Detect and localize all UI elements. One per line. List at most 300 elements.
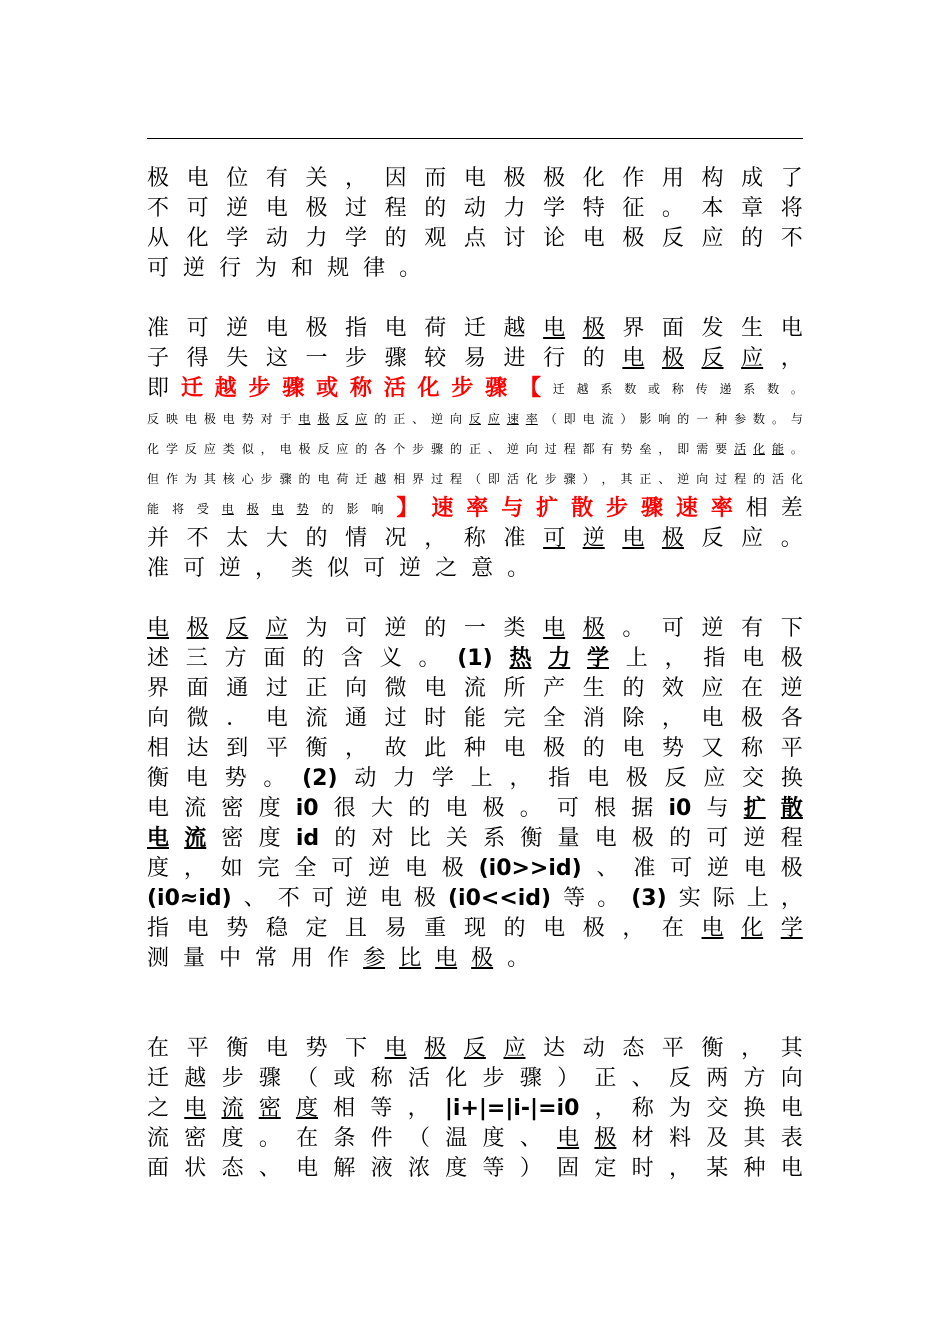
text-char: 极 xyxy=(298,442,311,456)
text-char: 可 xyxy=(147,256,170,281)
text-char: 动 xyxy=(463,196,486,221)
text-char: 响 xyxy=(658,412,671,426)
text-char: 逆 xyxy=(431,412,444,426)
text-char: (i0<<id) xyxy=(448,886,552,911)
text-char: ． xyxy=(226,706,249,731)
text-char: 有 xyxy=(265,166,288,191)
text-char: 电 xyxy=(265,1036,288,1061)
text-char: 且 xyxy=(345,916,368,941)
text-char: 平 xyxy=(186,1036,209,1061)
text-char: 散 xyxy=(571,496,594,521)
text-char: (i0≈id) xyxy=(147,886,232,911)
text-char: 又 xyxy=(701,736,724,761)
text-char: (1) xyxy=(457,646,493,671)
text-char: 含 xyxy=(340,646,363,671)
text-char: 之 xyxy=(147,1096,170,1121)
text-char: 核 xyxy=(222,472,235,486)
text-char: 可 xyxy=(556,796,579,821)
text-char: 和 xyxy=(291,256,314,281)
text-char: 极 xyxy=(471,946,494,971)
text-char: 构 xyxy=(701,166,724,191)
text-char: 情 xyxy=(345,526,368,551)
text-char: 为 xyxy=(305,616,328,641)
text-char: 电 xyxy=(543,616,566,641)
text-char: ， xyxy=(407,1096,430,1121)
text-char: 电 xyxy=(622,526,645,551)
text-char: i0 xyxy=(295,796,319,821)
text-line xyxy=(147,734,803,764)
text-char: 特 xyxy=(582,196,605,221)
text-char: 密 xyxy=(184,1126,207,1151)
text-line xyxy=(147,794,803,824)
text-char: ， xyxy=(424,526,447,551)
text-char: 的 xyxy=(408,796,431,821)
text-char: 即 xyxy=(147,376,170,401)
text-char: 相 xyxy=(333,1096,356,1121)
text-char: 液 xyxy=(370,1156,393,1181)
text-char: 反 xyxy=(184,442,197,456)
text-char: 达 xyxy=(543,1036,566,1061)
text-char: 逆 xyxy=(677,472,690,486)
text-char: 规 xyxy=(327,256,350,281)
text-char: 化 xyxy=(790,472,803,486)
text-char: 。 xyxy=(622,616,645,641)
text-char: 一 xyxy=(696,412,709,426)
text-char: 电 xyxy=(222,412,235,426)
text-char: 越 xyxy=(184,1066,207,1091)
text-line xyxy=(147,524,803,554)
text-char: 可 xyxy=(183,556,206,581)
text-char: ， xyxy=(260,442,273,456)
text-line xyxy=(147,884,803,914)
text-char: 电 xyxy=(265,196,288,221)
text-char: 界 xyxy=(147,676,170,701)
text-char: 平 xyxy=(661,1036,684,1061)
text-char: 都 xyxy=(582,442,595,456)
text-char: 向 xyxy=(147,706,170,731)
text-char: 电 xyxy=(557,1126,580,1151)
text-char: 下 xyxy=(780,616,803,641)
text-char: 活 xyxy=(506,472,519,486)
text-char: 时 xyxy=(424,706,447,731)
text-char: 得 xyxy=(186,346,209,371)
text-char: 交 xyxy=(706,1096,729,1121)
text-char: 称 xyxy=(349,376,372,401)
text-char: 反 xyxy=(701,526,724,551)
text-char: 反 xyxy=(317,442,330,456)
text-char: 扩 xyxy=(536,496,559,521)
text-char: 的 xyxy=(669,826,692,851)
text-char: 了 xyxy=(780,166,803,191)
text-char: 电 xyxy=(743,856,766,881)
text-char: 电 xyxy=(147,796,170,821)
text-char: 生 xyxy=(582,676,605,701)
text-char: 表 xyxy=(780,1126,803,1151)
text-char: 活 xyxy=(407,1066,430,1091)
text-char: 律 xyxy=(363,256,386,281)
text-char: 某 xyxy=(706,1156,729,1181)
text-char: 有 xyxy=(601,442,614,456)
text-char: 密 xyxy=(221,796,244,821)
text-char: 过 xyxy=(544,442,557,456)
text-char: 流 xyxy=(221,1096,244,1121)
text-char: 过 xyxy=(715,472,728,486)
text-char: 准 xyxy=(503,526,526,551)
text-char: （ xyxy=(407,1126,430,1151)
text-char: 极 xyxy=(441,856,464,881)
text-char: ， xyxy=(661,706,684,731)
text-char: 应 xyxy=(265,616,288,641)
text-line xyxy=(147,434,803,464)
text-line xyxy=(147,314,803,344)
text-char: 受 xyxy=(196,502,209,516)
text-char: 比 xyxy=(399,946,422,971)
text-char: 步 xyxy=(544,472,557,486)
text-line xyxy=(147,824,803,854)
text-char: 迁 xyxy=(463,316,486,341)
text-char: 相 xyxy=(745,496,768,521)
text-char: 差 xyxy=(780,496,803,521)
text-char: 垒 xyxy=(639,442,652,456)
text-line xyxy=(147,1124,803,1154)
text-char: 定 xyxy=(305,916,328,941)
text-char: 电 xyxy=(543,316,566,341)
text-char: 化 xyxy=(741,916,764,941)
text-char: 电 xyxy=(185,766,208,791)
text-char: 向 xyxy=(696,472,709,486)
text-char: 在 xyxy=(661,916,684,941)
text-char: 相 xyxy=(147,736,170,761)
text-char: 反 xyxy=(701,346,724,371)
text-char: 逆 xyxy=(368,856,391,881)
text-char: 衡 xyxy=(701,1036,724,1061)
text-char: 太 xyxy=(226,526,249,551)
text-char: 微 xyxy=(384,676,407,701)
text-char: 的 xyxy=(305,526,328,551)
text-char: 通 xyxy=(345,706,368,731)
text-char: （ xyxy=(468,472,481,486)
text-char: 电 xyxy=(503,736,526,761)
text-char: 极 xyxy=(594,1126,617,1151)
text-char: 量 xyxy=(183,946,206,971)
text-char: 等 xyxy=(370,1096,393,1121)
text-char: 等 xyxy=(482,1156,505,1181)
text-line xyxy=(147,1154,803,1184)
text-char: 步 xyxy=(412,442,425,456)
text-char: 关 xyxy=(445,826,468,851)
text-char: 但 xyxy=(147,472,160,486)
text-char: 、 xyxy=(596,856,619,881)
text-char: 越 xyxy=(374,472,387,486)
text-char: 义 xyxy=(379,646,402,671)
text-char: 极 xyxy=(305,196,328,221)
text-char: 极 xyxy=(482,796,505,821)
text-char: 据 xyxy=(631,796,654,821)
text-char: 程 xyxy=(780,826,803,851)
text-char: 电 xyxy=(296,1156,319,1181)
text-char: 与 xyxy=(706,796,729,821)
text-char: 应 xyxy=(701,226,724,251)
text-char: 很 xyxy=(333,796,356,821)
text-char: 在 xyxy=(741,676,764,701)
text-char: 步 xyxy=(451,376,474,401)
text-char: 、 xyxy=(412,412,425,426)
text-char: 流 xyxy=(147,1126,170,1151)
text-char: 指 xyxy=(703,646,726,671)
text-char: 逆 xyxy=(743,826,766,851)
text-line xyxy=(147,674,803,704)
text-char: 势 xyxy=(620,442,633,456)
text-char: 极 xyxy=(317,412,330,426)
text-char: 其 xyxy=(743,1126,766,1151)
text-char: 种 xyxy=(715,412,728,426)
text-char: 逆 xyxy=(345,886,368,911)
text-char: 方 xyxy=(224,646,247,671)
text-char: 此 xyxy=(424,736,447,761)
text-char: 电 xyxy=(424,676,447,701)
text-char: 反 xyxy=(226,616,249,641)
text-char: 力 xyxy=(393,766,416,791)
text-char: ） xyxy=(582,472,595,486)
text-char: 指 xyxy=(548,766,571,791)
text-char: 所 xyxy=(503,676,526,701)
text-char: 反 xyxy=(668,1066,691,1091)
text-char: 一 xyxy=(305,346,328,371)
text-char: 电 xyxy=(435,946,458,971)
text-char: 化 xyxy=(753,442,766,456)
text-char: 微 xyxy=(186,706,209,731)
text-char: 骤 xyxy=(384,346,407,371)
text-char: 逆 xyxy=(384,616,407,641)
text-char: 流 xyxy=(184,796,207,821)
text-char: ， xyxy=(183,856,206,881)
text-char: 参 xyxy=(734,412,747,426)
text-char: 反 xyxy=(147,412,160,426)
text-char: 学 xyxy=(226,226,249,251)
text-char: 产 xyxy=(543,676,566,701)
text-char: id xyxy=(295,826,320,851)
text-char: 比 xyxy=(408,826,431,851)
text-char: 生 xyxy=(741,316,764,341)
text-char: 换 xyxy=(780,766,803,791)
text-char: 称 xyxy=(741,736,764,761)
text-char: 易 xyxy=(463,346,486,371)
text-char: 密 xyxy=(258,1096,281,1121)
text-char: 步 xyxy=(260,472,273,486)
text-char: 重 xyxy=(424,916,447,941)
text-char: 率 xyxy=(710,496,733,521)
text-char: 化 xyxy=(582,166,605,191)
text-char: 逆 xyxy=(226,196,249,221)
text-char: 逆 xyxy=(226,316,249,341)
text-char: 过 xyxy=(265,676,288,701)
text-char: 的 xyxy=(321,502,334,516)
text-char: 、 xyxy=(658,472,671,486)
text-char: 极 xyxy=(503,166,526,191)
text-char: ， xyxy=(658,442,671,456)
text-char: 实 xyxy=(678,886,701,911)
text-char: 电 xyxy=(265,706,288,731)
text-char: 迁 xyxy=(180,376,203,401)
text-char: 影 xyxy=(639,412,652,426)
text-char: 或 xyxy=(316,376,339,401)
text-char: 为 xyxy=(669,1096,692,1121)
text-char: 电 xyxy=(463,166,486,191)
text-char: 中 xyxy=(219,946,242,971)
text-char: 的 xyxy=(753,472,766,486)
text-char: 时 xyxy=(631,1156,654,1181)
text-char: （ xyxy=(544,412,557,426)
text-char: 电 xyxy=(279,442,292,456)
text-char: 反 xyxy=(664,766,687,791)
text-char: 极 xyxy=(582,616,605,641)
text-char: 即 xyxy=(563,412,576,426)
text-char: 不 xyxy=(277,886,300,911)
text-char: 迁 xyxy=(552,382,565,396)
text-char: 件 xyxy=(370,1126,393,1151)
header-rule xyxy=(147,138,803,139)
text-char: 反 xyxy=(661,226,684,251)
text-char: 子 xyxy=(147,346,170,371)
text-char: 。 xyxy=(258,1126,281,1151)
text-char: 界 xyxy=(412,472,425,486)
text-char: 能 xyxy=(771,442,784,456)
text-char: 势 xyxy=(661,736,684,761)
text-char: 征 xyxy=(622,196,645,221)
text-char: 根 xyxy=(594,796,617,821)
text-char: 心 xyxy=(241,472,254,486)
text-char: 步 xyxy=(606,496,629,521)
text-char: 上 xyxy=(746,886,769,911)
text-char: 衡 xyxy=(147,766,170,791)
text-char: 常 xyxy=(255,946,278,971)
text-char: 、 xyxy=(243,886,266,911)
text-char: 流 xyxy=(305,706,328,731)
text-char: 观 xyxy=(424,226,447,251)
text-char: ， xyxy=(780,346,803,371)
text-char: 作 xyxy=(165,472,178,486)
text-char: 学 xyxy=(431,766,454,791)
text-char: 衡 xyxy=(520,826,543,851)
text-char: 指 xyxy=(147,916,170,941)
text-char: 各 xyxy=(780,706,803,731)
text-line xyxy=(147,464,803,494)
text-char: 逆 xyxy=(707,856,730,881)
text-char: 的 xyxy=(503,916,526,941)
text-char: 的 xyxy=(334,826,357,851)
text-char: 极 xyxy=(625,766,648,791)
text-char: 逆 xyxy=(780,676,803,701)
text-char: 越 xyxy=(214,376,237,401)
text-char: 向 xyxy=(450,412,463,426)
text-char: 逆 xyxy=(183,256,206,281)
text-char: 应 xyxy=(355,412,368,426)
text-char: 称 xyxy=(671,382,684,396)
text-line xyxy=(147,494,803,524)
text-char: 解 xyxy=(333,1156,356,1181)
text-char: 要 xyxy=(715,442,728,456)
text-char: 荷 xyxy=(336,472,349,486)
text-char: 速 xyxy=(675,496,698,521)
text-char: ， xyxy=(664,646,687,671)
text-char: 正 xyxy=(639,472,652,486)
text-char: 步 xyxy=(248,376,271,401)
text-char: 骤 xyxy=(282,376,305,401)
text-char: 与 xyxy=(790,412,803,426)
text-char: ， xyxy=(594,1096,617,1121)
text-char: 活 xyxy=(734,442,747,456)
text-char: 温 xyxy=(445,1126,468,1151)
text-char: 过 xyxy=(431,472,444,486)
text-char: 际 xyxy=(712,886,735,911)
text-char: 可 xyxy=(670,856,693,881)
text-char: 用 xyxy=(291,946,314,971)
text-char: 全 xyxy=(543,706,566,731)
text-char: 迁 xyxy=(147,1066,170,1091)
text-char: 。 xyxy=(790,442,803,456)
text-char: 电 xyxy=(622,346,645,371)
text-char: 流 xyxy=(601,412,614,426)
text-char: 的 xyxy=(582,346,605,371)
text-char: 数 xyxy=(753,412,766,426)
text-char: 动 xyxy=(354,766,377,791)
text-char: 述 xyxy=(147,646,170,671)
text-char: 面 xyxy=(263,646,286,671)
text-char: 行 xyxy=(543,346,566,371)
text-char: 极 xyxy=(147,166,170,191)
text-char: 其 xyxy=(780,1036,803,1061)
text-char: 电 xyxy=(742,646,765,671)
text-char: 扩 xyxy=(743,796,766,821)
text-char: 作 xyxy=(622,166,645,191)
text-char: 电 xyxy=(701,916,724,941)
text-char: 的 xyxy=(741,226,764,251)
text-char: 等 xyxy=(563,886,586,911)
text-char: 可 xyxy=(186,196,209,221)
text-line xyxy=(147,614,803,644)
text-char: 称 xyxy=(631,1096,654,1121)
text-char: 交 xyxy=(742,766,765,791)
text-char: 极 xyxy=(780,856,803,881)
text-char: 应 xyxy=(336,442,349,456)
text-char: 响 xyxy=(371,502,384,516)
text-char: 各 xyxy=(374,442,387,456)
text-char: 指 xyxy=(345,316,368,341)
text-char: 电 xyxy=(587,766,610,791)
text-char: 能 xyxy=(463,706,486,731)
text-char: 度 xyxy=(445,1156,468,1181)
text-char: 的 xyxy=(622,676,645,701)
text-char: 固 xyxy=(557,1156,580,1181)
text-char: 准 xyxy=(147,556,170,581)
text-char: 及 xyxy=(706,1126,729,1151)
text-char: 可 xyxy=(186,316,209,341)
text-char: 衡 xyxy=(226,1036,249,1061)
text-char: 大 xyxy=(370,796,393,821)
text-char: 效 xyxy=(661,676,684,701)
text-char: 率 xyxy=(525,412,538,426)
text-char: 不 xyxy=(147,196,170,221)
text-char: 电 xyxy=(265,316,288,341)
text-char: 将 xyxy=(780,196,803,221)
text-char: 为 xyxy=(255,256,278,281)
text-char: 热 xyxy=(509,646,532,671)
text-line xyxy=(147,374,803,404)
text-char: 电 xyxy=(147,616,170,641)
text-char: 极 xyxy=(305,316,328,341)
text-char: 电 xyxy=(404,856,427,881)
text-char: 骤 xyxy=(519,1066,542,1091)
